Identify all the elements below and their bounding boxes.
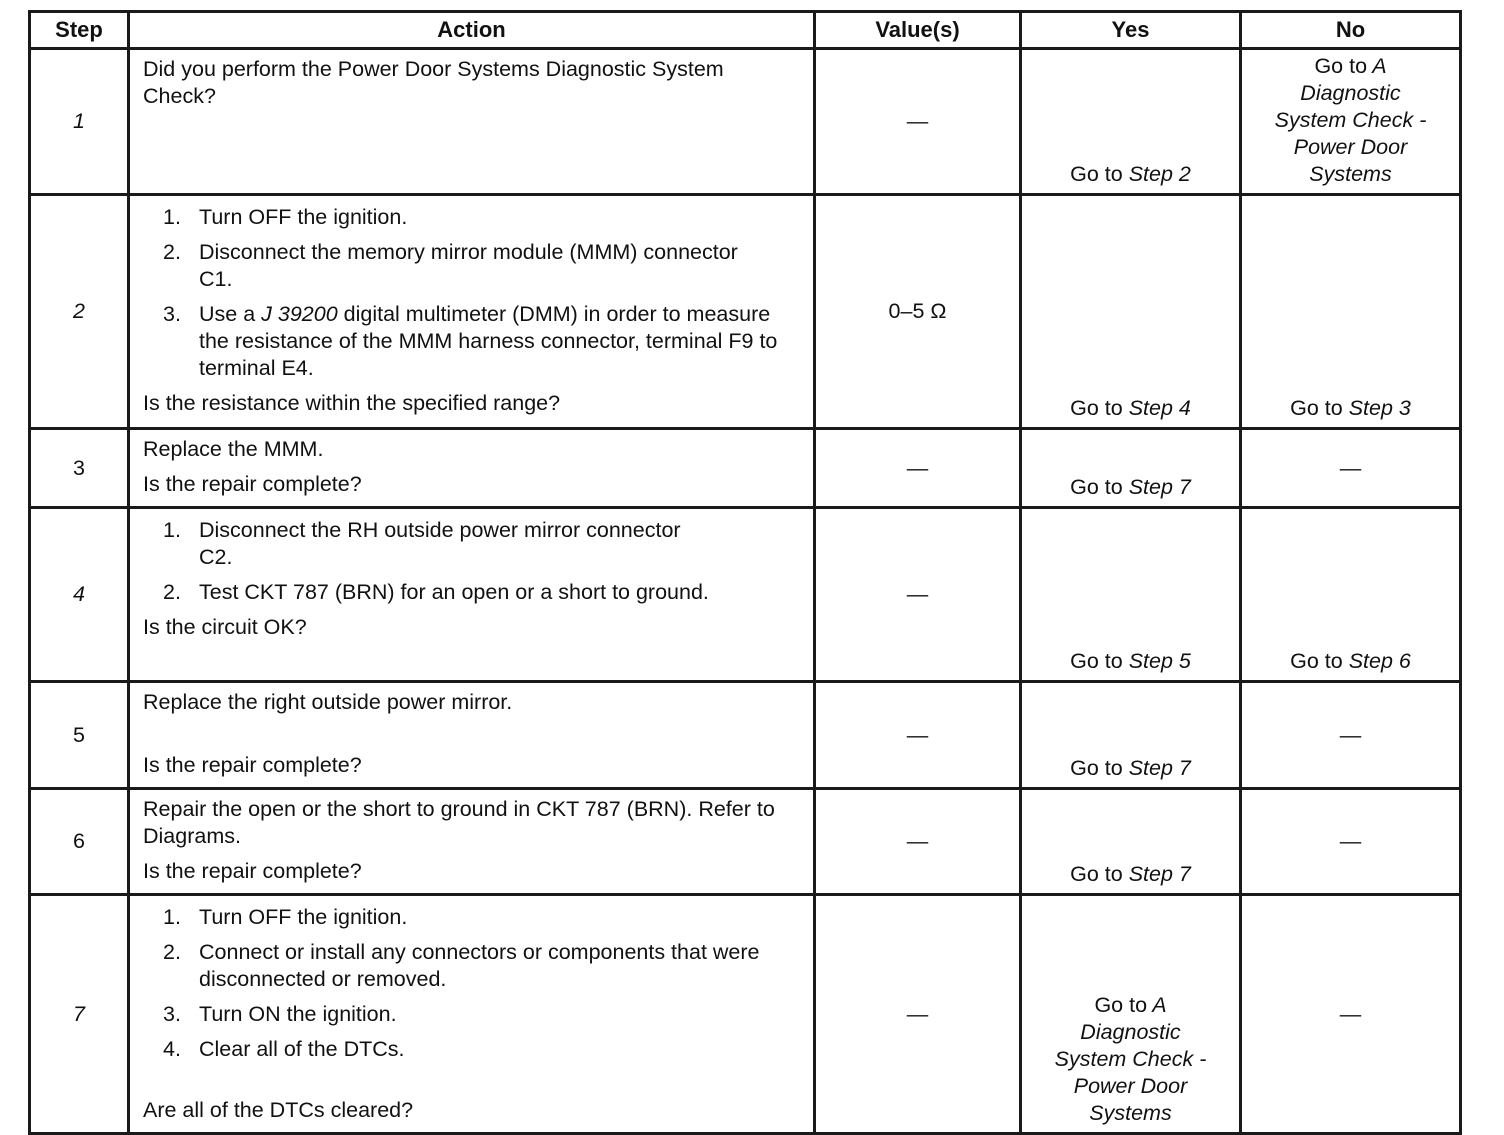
table-row <box>30 682 1461 789</box>
action-cell <box>129 49 815 195</box>
list-item: 2. Test CKT 787 (BRN) for an open or a short to ground. <box>163 580 709 604</box>
action-cell <box>129 789 815 895</box>
action-question: Is the repair complete? <box>143 859 362 883</box>
no-cell: Go to A Diagnostic System Check - Power Door Systems <box>1241 49 1461 195</box>
list-item: 3. Use a J 39200 digital multimeter (DMM) in order to measure the resistance of the MMM harness connector, terminal F9 to terminal E4. <box>163 302 778 380</box>
header-yes: Yes <box>1021 12 1241 49</box>
action-question: Are all of the DTCs cleared? <box>143 1098 414 1122</box>
step-number: 1 <box>30 49 129 195</box>
yes-target: Step 2 <box>1128 162 1191 186</box>
action-cell <box>129 895 815 1134</box>
value-cell: — <box>815 789 1021 895</box>
yes-cell: Go to Step 2 <box>1021 49 1241 195</box>
action-text: Repair the open or the short to ground in CKT 787 (BRN). Refer to Diagrams. <box>143 797 775 848</box>
step-number: 4 <box>30 508 129 682</box>
step-number: 3 <box>30 429 129 508</box>
yes-cell: Go to Step 7 <box>1021 429 1241 508</box>
list-item: 1. Turn OFF the ignition. <box>163 205 408 229</box>
list-item: 1. Turn OFF the ignition. <box>163 905 408 929</box>
header-row <box>30 12 1461 49</box>
value-cell: — <box>815 508 1021 682</box>
action-text: Replace the right outside power mirror. <box>143 690 513 714</box>
table-row <box>30 49 1461 195</box>
yes-target: Step 7 <box>1128 756 1191 780</box>
value-cell: — <box>815 895 1021 1134</box>
table-row <box>30 508 1461 682</box>
action-question: Is the repair complete? <box>143 472 362 496</box>
action-steps-list <box>143 517 803 606</box>
diagnostic-table <box>28 10 1462 1135</box>
header-values: Value(s) <box>815 12 1021 49</box>
no-target: Step 6 <box>1348 649 1411 673</box>
action-question: Is the repair complete? <box>143 753 362 777</box>
no-cell: Go to Step 3 <box>1241 195 1461 429</box>
yes-cell: Go to Step 7 <box>1021 789 1241 895</box>
no-target: Step 3 <box>1348 396 1411 420</box>
yes-cell: Go to A Diagnostic System Check - Power Door Systems <box>1021 895 1241 1134</box>
step-number: 6 <box>30 789 129 895</box>
no-cell: — <box>1241 895 1461 1134</box>
list-item: 2. Disconnect the memory mirror module (MMM) connector C1. <box>163 240 738 291</box>
table-row <box>30 195 1461 429</box>
action-cell <box>129 682 815 789</box>
action-text: Replace the MMM. <box>143 437 324 461</box>
action-steps-list <box>143 204 803 382</box>
action-question: Is the circuit OK? <box>143 615 307 639</box>
step-number: 2 <box>30 195 129 429</box>
list-item: 1. Disconnect the RH outside power mirror connector C2. <box>163 518 681 569</box>
table-row <box>30 789 1461 895</box>
yes-cell: Go to Step 5 <box>1021 508 1241 682</box>
list-item: 4. Clear all of the DTCs. <box>163 1037 405 1061</box>
value-cell: 0–5 Ω <box>815 195 1021 429</box>
value-cell: — <box>815 49 1021 195</box>
action-cell <box>129 508 815 682</box>
action-cell <box>129 429 815 508</box>
no-cell: — <box>1241 429 1461 508</box>
yes-target: Step 4 <box>1128 396 1191 420</box>
no-cell: Go to Step 6 <box>1241 508 1461 682</box>
action-steps-list <box>143 904 803 1063</box>
yes-target: Step 7 <box>1128 475 1191 499</box>
step-number: 5 <box>30 682 129 789</box>
yes-target: Step 5 <box>1128 649 1191 673</box>
list-item: 2. Connect or install any connectors or components that were disconnected or removed. <box>163 940 760 991</box>
no-cell: — <box>1241 789 1461 895</box>
action-cell <box>129 195 815 429</box>
yes-cell: Go to Step 4 <box>1021 195 1241 429</box>
action-text: Did you perform the Power Door Systems Diagnostic System Check? <box>143 57 724 108</box>
table-row <box>30 895 1461 1134</box>
header-no: No <box>1241 12 1461 49</box>
yes-target: Step 7 <box>1128 862 1191 886</box>
header-step: Step <box>30 12 129 49</box>
table-row <box>30 429 1461 508</box>
value-cell: — <box>815 682 1021 789</box>
header-action: Action <box>129 12 815 49</box>
tool-reference: J 39200 <box>261 302 338 326</box>
value-cell: — <box>815 429 1021 508</box>
action-question: Is the resistance within the specified range? <box>143 391 561 415</box>
step-number: 7 <box>30 895 129 1134</box>
yes-cell: Go to Step 7 <box>1021 682 1241 789</box>
list-item: 3. Turn ON the ignition. <box>163 1002 397 1026</box>
no-cell: — <box>1241 682 1461 789</box>
